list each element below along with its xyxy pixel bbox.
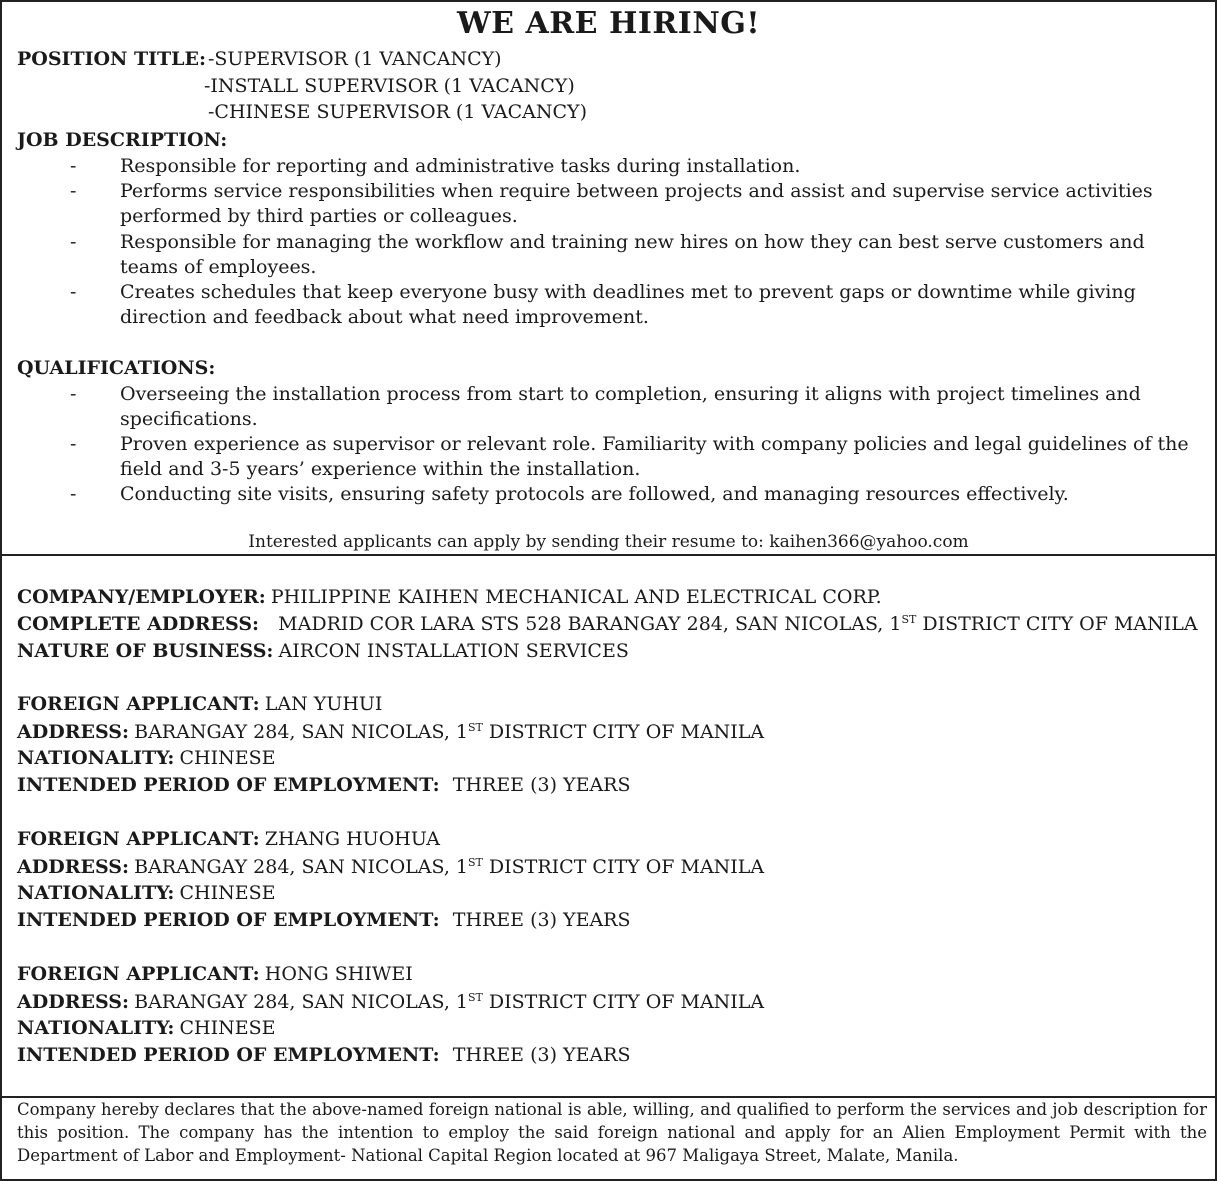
company-address-value bbox=[278, 613, 1197, 635]
employer-row bbox=[17, 586, 882, 608]
bullet-dash: - bbox=[70, 383, 77, 405]
ad-title: WE ARE HIRING! bbox=[456, 6, 761, 41]
business-row bbox=[17, 640, 629, 662]
applicant-address bbox=[134, 856, 764, 878]
apply-instructions: Interested applicants can apply by sending their resume to: kaihen366@yahoo.com bbox=[248, 532, 969, 552]
applicant-nationality-row bbox=[17, 1017, 275, 1039]
qualification-item-cont: specifications. bbox=[120, 408, 258, 430]
address-text: MADRID COR LARA STS 528 BARANGAY 284, SAN NICOLAS, 1 bbox=[278, 613, 902, 635]
job-description-item: Creates schedules that keep everyone busy with deadlines met to prevent gaps or downtime while giving bbox=[120, 281, 1136, 303]
position-title-label: POSITION TITLE: bbox=[17, 48, 207, 70]
applicant-name: HONG SHIWEI bbox=[264, 963, 413, 985]
applicant-nationality: CHINESE bbox=[179, 747, 276, 769]
declaration-text: Company hereby declares that the above-named foreign national is able, willing, and qualified to perform the services and job description for this position. The company has the intention to employ the said foreign national and apply for an Alien Employment Permit with the Department of Labor and Employment- National Capital Region located at 967 Maligaya Street, Malate, Manila. bbox=[17, 1100, 1207, 1165]
address-text: BARANGAY 284, SAN NICOLAS, 1 bbox=[134, 856, 468, 878]
applicant-name-label: FOREIGN APPLICANT: bbox=[17, 693, 260, 715]
applicant-address-row bbox=[17, 721, 764, 743]
hiring-section bbox=[2, 2, 1215, 556]
applicant-name-row bbox=[17, 693, 382, 715]
employer-applicant-section bbox=[2, 556, 1215, 1098]
applicant-name-row bbox=[17, 963, 413, 985]
applicant-period-row bbox=[17, 909, 631, 931]
job-description-label: JOB DESCRIPTION: bbox=[17, 129, 228, 151]
qualifications-label: QUALIFICATIONS: bbox=[17, 357, 216, 379]
company-address-row bbox=[17, 613, 1198, 635]
address-text: BARANGAY 284, SAN NICOLAS, 1 bbox=[134, 721, 468, 743]
ordinal-suffix: ST bbox=[468, 856, 483, 869]
address-text: DISTRICT CITY OF MANILA bbox=[482, 721, 765, 743]
job-description-item: Responsible for reporting and administrative tasks during installation. bbox=[120, 155, 801, 177]
applicant-nationality-row bbox=[17, 882, 275, 904]
employer-value: PHILIPPINE KAIHEN MECHANICAL AND ELECTRICAL CORP. bbox=[270, 586, 882, 608]
business-label: NATURE OF BUSINESS: bbox=[17, 640, 274, 662]
applicant-nationality-label: NATIONALITY: bbox=[17, 1017, 175, 1039]
company-address-label: COMPLETE ADDRESS: bbox=[17, 613, 260, 635]
position-item: -CHINESE SUPERVISOR (1 VACANCY) bbox=[208, 101, 587, 123]
ordinal-suffix: ST bbox=[468, 721, 483, 734]
applicant-name-label: FOREIGN APPLICANT: bbox=[17, 828, 260, 850]
applicant-name: ZHANG HUOHUA bbox=[264, 828, 440, 850]
address-text: DISTRICT CITY OF MANILA bbox=[916, 613, 1198, 635]
applicant-nationality: CHINESE bbox=[179, 882, 276, 904]
job-description-item: Responsible for managing the workflow and training new hires on how they can best serve customers and bbox=[120, 231, 1145, 253]
applicant-nationality-row bbox=[17, 747, 275, 769]
applicant-nationality-label: NATIONALITY: bbox=[17, 882, 175, 904]
applicant-name-label: FOREIGN APPLICANT: bbox=[17, 963, 260, 985]
qualification-item: Proven experience as supervisor or relevant role. Familiarity with company policies and legal guidelines of the bbox=[120, 433, 1189, 455]
bullet-dash: - bbox=[70, 231, 77, 253]
applicant-address-row bbox=[17, 856, 764, 878]
address-text: BARANGAY 284, SAN NICOLAS, 1 bbox=[134, 991, 468, 1013]
ordinal-suffix: ST bbox=[901, 613, 917, 626]
business-value: AIRCON INSTALLATION SERVICES bbox=[278, 640, 629, 662]
position-item: -INSTALL SUPERVISOR (1 VACANCY) bbox=[204, 75, 575, 97]
applicant-name-row bbox=[17, 828, 440, 850]
qualification-item: Overseeing the installation process from start to completion, ensuring it aligns with project timelines and bbox=[120, 383, 1141, 405]
job-description-item-cont: direction and feedback about what need improvement. bbox=[120, 306, 649, 328]
applicant-period-row bbox=[17, 1044, 631, 1066]
declaration-section bbox=[2, 1098, 1215, 1179]
address-text: DISTRICT CITY OF MANILA bbox=[482, 856, 765, 878]
position-item: -SUPERVISOR (1 VANCANCY) bbox=[208, 48, 502, 70]
applicant-period: THREE (3) YEARS bbox=[452, 909, 631, 931]
applicant-address bbox=[134, 991, 764, 1013]
applicant-period: THREE (3) YEARS bbox=[452, 774, 631, 796]
employer-label: COMPANY/EMPLOYER: bbox=[17, 586, 266, 608]
applicant-period-label: INTENDED PERIOD OF EMPLOYMENT: bbox=[17, 909, 440, 931]
applicant-period-label: INTENDED PERIOD OF EMPLOYMENT: bbox=[17, 774, 440, 796]
qualification-item: Conducting site visits, ensuring safety protocols are followed, and managing resources effectively. bbox=[120, 483, 1069, 505]
applicant-name: LAN YUHUI bbox=[264, 693, 383, 715]
bullet-dash: - bbox=[70, 155, 77, 177]
applicant-address-label: ADDRESS: bbox=[17, 991, 130, 1013]
applicant-period-row bbox=[17, 774, 631, 796]
applicant-address-label: ADDRESS: bbox=[17, 856, 130, 878]
bullet-dash: - bbox=[70, 433, 77, 455]
address-text: DISTRICT CITY OF MANILA bbox=[482, 991, 765, 1013]
applicant-nationality-label: NATIONALITY: bbox=[17, 747, 175, 769]
qualification-item-cont: field and 3-5 years’ experience within the installation. bbox=[120, 458, 641, 480]
bullet-dash: - bbox=[70, 483, 77, 505]
applicant-address-row bbox=[17, 991, 764, 1013]
applicant-period-label: INTENDED PERIOD OF EMPLOYMENT: bbox=[17, 1044, 440, 1066]
applicant-address bbox=[134, 721, 764, 743]
ordinal-suffix: ST bbox=[468, 991, 483, 1004]
bullet-dash: - bbox=[70, 281, 77, 303]
job-description-item: Performs service responsibilities when require between projects and assist and supervise service activities bbox=[120, 180, 1153, 202]
job-description-item-cont: performed by third parties or colleagues. bbox=[120, 205, 518, 227]
applicant-period: THREE (3) YEARS bbox=[452, 1044, 631, 1066]
applicant-address-label: ADDRESS: bbox=[17, 721, 130, 743]
applicant-nationality: CHINESE bbox=[179, 1017, 276, 1039]
bullet-dash: - bbox=[70, 180, 77, 202]
job-description-item-cont: teams of employees. bbox=[120, 256, 317, 278]
